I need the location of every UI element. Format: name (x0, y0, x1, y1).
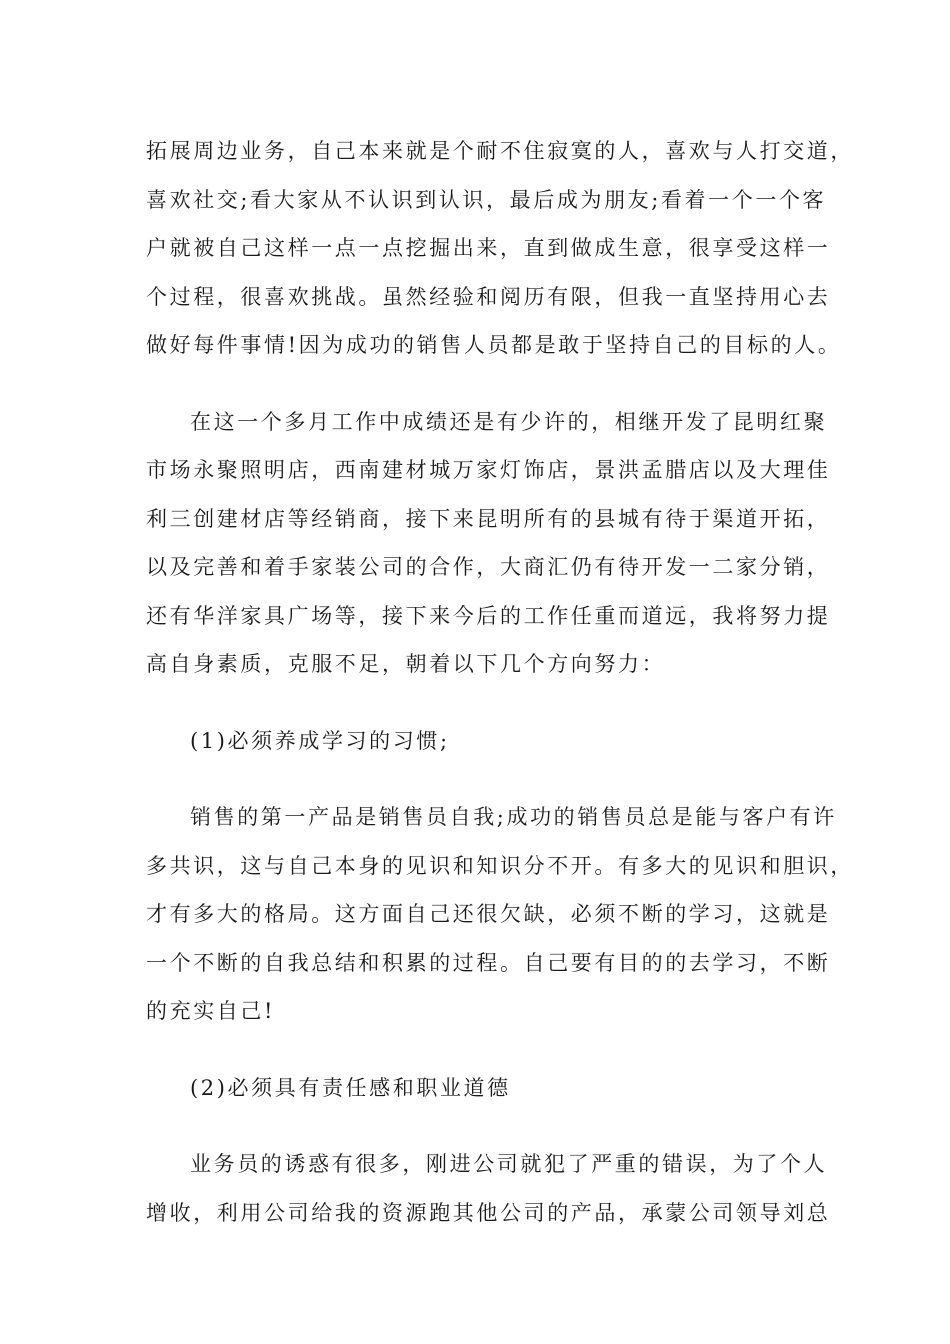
list-heading (146, 1064, 806, 1113)
text-line: 以及完善和着手家装公司的合作，大商汇仍有待开发一二家分销， (146, 555, 831, 579)
text-line: 多共识，这与自己本身的见识和知识分不开。有多大的见识和胆识， (146, 853, 854, 878)
text-line: 做好每件事情!因为成功的销售人员都是敢于坚持自己的目标的人。 (146, 333, 842, 357)
text-line: 的充实自己! (146, 999, 276, 1023)
text-line: 个过程，很喜欢挑战。虽然经验和阅历有限，但我一直坚持用心去 (146, 284, 831, 309)
text-line: 利三创建材店等经销商，接下来昆明所有的县城有待于渠道开拓， (146, 506, 831, 531)
text-line: 在这一个多月工作中成绩还是有少许的，相继开发了昆明红聚 (190, 409, 828, 434)
text-line: 业务员的诱惑有很多，刚进公司就犯了严重的错误，为了个人 (190, 1152, 828, 1176)
list-heading (146, 717, 806, 766)
paragraph (146, 793, 854, 1036)
text-line: 一个不断的自我总结和积累的过程。自己要有目的的去学习，不断 (146, 950, 831, 975)
text-line: 户就被自己这样一点一点挖掘出来，直到做成生意，很享受这样一 (146, 236, 831, 260)
paragraph (146, 398, 831, 689)
text-line: 拓展周边业务，自己本来就是个耐不住寂寞的人，喜欢与人打交道， (146, 139, 854, 163)
text-line: 还有华洋家具广场等，接下来今后的工作任重而道远，我将努力提 (146, 603, 831, 628)
text-line: 增收，利用公司给我的资源跑其他公司的产品，承蒙公司领导刘总 (146, 1200, 831, 1225)
text-line: 市场永聚照明店，西南建材城万家灯饰店，景洪孟腊店以及大理佳 (146, 458, 831, 482)
paragraph (146, 127, 854, 370)
text-line: 才有多大的格局。这方面自己还很欠缺，必须不断的学习，这就是 (146, 902, 831, 926)
text-line: 喜欢社交;看大家从不认识到认识，最后成为朋友;看着一个一个客 (146, 187, 827, 212)
text-line: 销售的第一产品是销售员自我;成功的销售员总是能与客户有许 (190, 805, 837, 829)
document-body (146, 127, 854, 1237)
text-line: 高自身素质，克服不足，朝着以下几个方向努力： (146, 652, 666, 676)
paragraph (146, 1140, 831, 1237)
text-line: (1)必须养成学习的习惯; (190, 728, 450, 753)
text-line: (2)必须具有责任感和职业道德 (190, 1075, 511, 1100)
